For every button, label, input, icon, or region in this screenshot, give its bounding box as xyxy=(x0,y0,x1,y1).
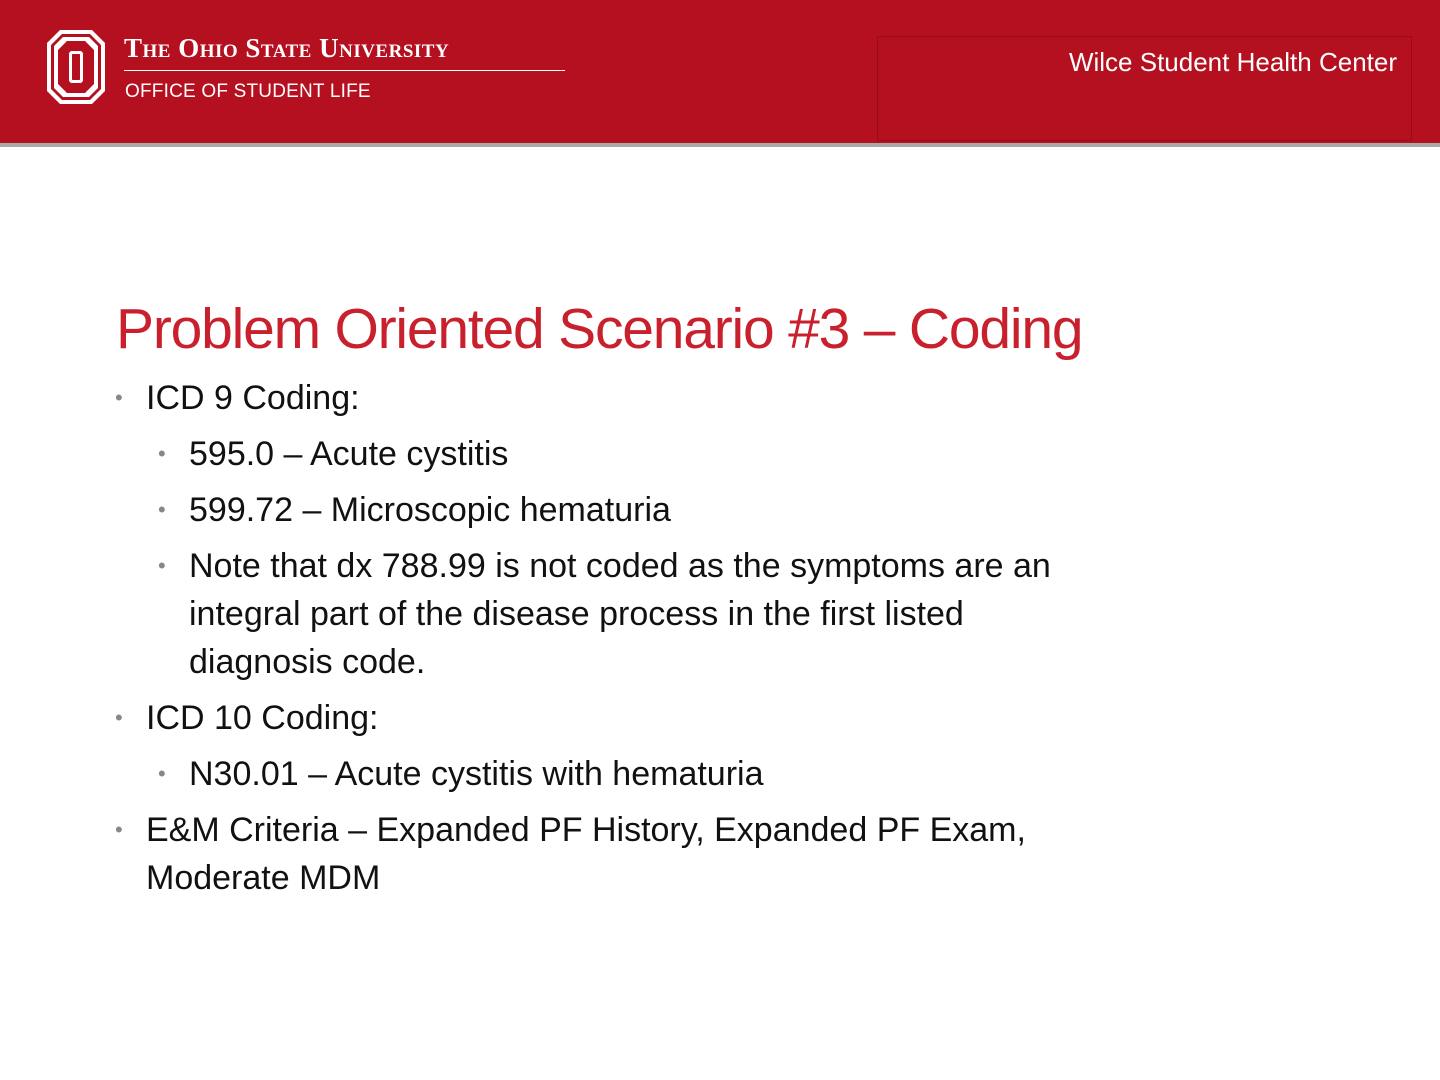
bullet-marker: • xyxy=(115,817,123,842)
header-divider xyxy=(0,143,1440,147)
center-name-box xyxy=(877,36,1412,141)
sub-bullet-text-line: Note that dx 788.99 is not coded as the symptoms are an xyxy=(189,547,1051,585)
sub-bullet-text: 599.72 – Microscopic hematuria xyxy=(189,491,671,529)
bullet-marker: • xyxy=(158,553,166,578)
center-name: Wilce Student Health Center xyxy=(1068,47,1397,77)
university-name: The Ohio State University xyxy=(124,33,450,63)
logo-divider xyxy=(124,70,565,71)
sub-bullet-text: 595.0 – Acute cystitis xyxy=(189,435,509,473)
bullet-text-line: E&M Criteria – Expanded PF History, Expanded PF Exam, xyxy=(146,811,1026,849)
bullet-marker: • xyxy=(158,497,166,522)
office-name: OFFICE OF STUDENT LIFE xyxy=(125,81,371,102)
bullet-marker: • xyxy=(115,705,123,730)
sub-bullet-text: N30.01 – Acute cystitis with hematuria xyxy=(189,755,764,793)
sub-bullet-text-line: integral part of the disease process in the first listed xyxy=(189,595,964,633)
block-o-logo-icon xyxy=(46,29,106,105)
bullet-text: ICD 10 Coding: xyxy=(146,699,379,737)
bullet-marker: • xyxy=(158,441,166,466)
bullet-text: ICD 9 Coding: xyxy=(146,379,360,417)
bullet-marker: • xyxy=(115,385,123,410)
slide-title: Problem Oriented Scenario #3 – Coding xyxy=(116,297,1083,361)
bullet-text-line: Moderate MDM xyxy=(146,859,381,897)
sub-bullet-text-line: diagnosis code. xyxy=(189,643,426,681)
header-bar xyxy=(0,0,1440,143)
bullet-marker: • xyxy=(158,761,166,786)
